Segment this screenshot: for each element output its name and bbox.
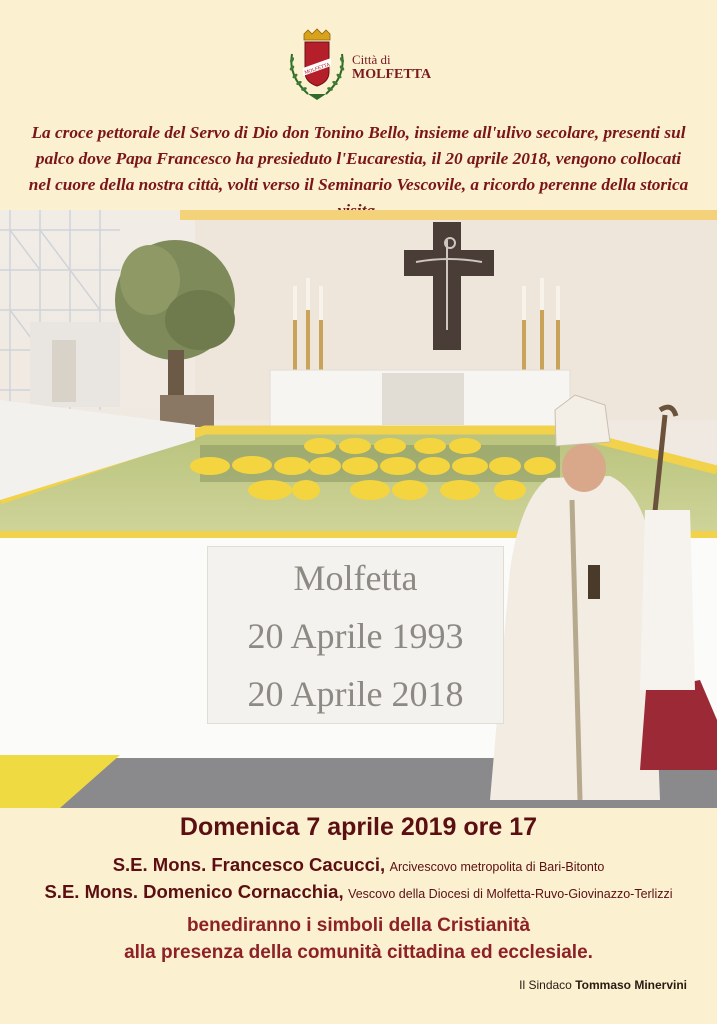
celebrant-2 xyxy=(0,881,717,903)
blessing-line-2: alla presenza della comunità cittadina ed ecclesiale. xyxy=(124,942,593,963)
signature-name: Tommaso Minervini xyxy=(575,978,687,992)
event-title: Domenica 7 aprile 2019 ore 17 xyxy=(179,813,538,841)
intro-paragraph: La croce pettorale del Servo di Dio don Tonino Bello, insieme all'ulivo secolare, presenti sul palco dove Papa Francesco ha presieduto l'Eucarestia, il 20 aprile 2018, vengono collocati nel cuore della nostra città, volti verso il Seminario Vescovile, a ricordo perenne della storica xyxy=(28,123,689,194)
commemorative-sign xyxy=(207,546,504,724)
mayor-signature xyxy=(519,978,687,992)
celebrant-role: Vescovo della Diocesi di Molfetta-Ruvo-Giovinazzo-Terlizzi xyxy=(348,887,673,901)
celebrant-name: S.E. Mons. Francesco Cacucci, xyxy=(112,854,386,875)
celebrant-1 xyxy=(0,854,717,876)
city-name-block xyxy=(352,52,431,82)
sign-line-date-1993: 20 Aprile 1993 xyxy=(247,616,464,656)
sign-line-date-2018: 20 Aprile 2018 xyxy=(247,674,464,714)
city-name: MOLFETTA xyxy=(352,67,432,82)
city-logo xyxy=(286,28,436,106)
ceremony-photo xyxy=(0,210,717,808)
sign-line-city: Molfetta xyxy=(293,558,418,598)
city-crest-icon xyxy=(286,28,348,104)
signature-role: Il Sindaco xyxy=(519,978,572,992)
celebrant-role: Arcivescovo metropolita di Bari-Bitonto xyxy=(389,860,605,874)
blessing-line-1: benediranno i simboli della Cristianità xyxy=(186,915,531,936)
blessing-text xyxy=(0,912,717,966)
celebrant-name: S.E. Mons. Domenico Cornacchia, xyxy=(44,881,344,902)
city-prefix: Città di xyxy=(352,52,391,67)
svg-text:MOLFETTA: MOLFETTA xyxy=(303,61,331,77)
